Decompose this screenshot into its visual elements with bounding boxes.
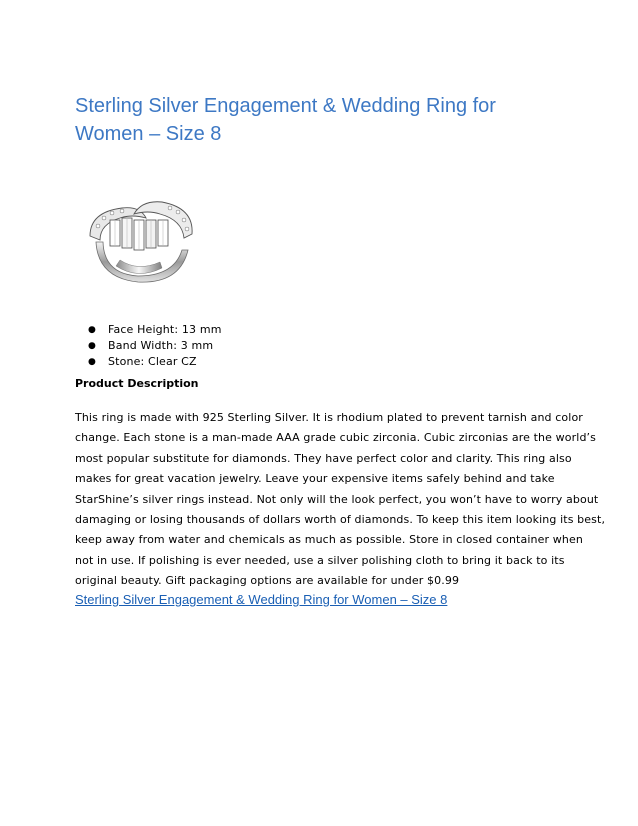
description-line: damaging or losing thousands of dollars worth of diamonds. To keep this item looking its best, [75,512,606,526]
description-line: original beauty. Gift packaging options are available for under $0.99 [75,574,460,588]
spec-item-band-width [75,338,222,354]
bullet-icon: ● [88,357,97,367]
spec-text: Face Height: 13 mm [108,323,222,336]
spec-text: Stone: Clear CZ [108,355,197,368]
description-line: This ring is made with 925 Sterling Silver. It is rhodium plated to prevent tarnish and color [75,411,583,424]
ring-product-image [76,190,204,290]
product-description-heading: Product Description [75,377,199,390]
spec-item-stone [75,354,222,370]
page-title [75,92,575,148]
product-description-text [75,408,606,592]
description-line: makes for great vacation jewelry. Leave your expensive items safely behind and take [75,472,555,486]
spec-list [75,322,222,370]
bullet-icon: ● [88,325,97,335]
description-line: StarShine’s silver rings instead. Not only will the look perfect, you won’t have to worry about [75,492,599,506]
page-title-line-2: Women – Size 8 [75,123,222,145]
bullet-icon: ● [88,341,97,351]
description-line: not in use. If polishing is ever needed, use a silver polishing cloth to bring it back to its [75,553,565,567]
product-link[interactable]: Sterling Silver Engagement & Wedding Ring for Women – Size 8 [75,592,448,607]
spec-item-face-height [75,322,222,338]
description-line: keep away from water and chemicals as much as possible. Store in closed container when [75,533,583,547]
silver-ring-image [76,190,204,290]
page-title-line-1: Sterling Silver Engagement & Wedding Ring for [75,95,496,117]
description-line: most popular substitute for diamonds. They have perfect color and clarity. This ring also [75,451,572,465]
description-line: change. Each stone is a man-made AAA grade cubic zirconia. Cubic zirconias are the world’s [75,431,597,445]
spec-text: Band Width: 3 mm [108,339,214,352]
